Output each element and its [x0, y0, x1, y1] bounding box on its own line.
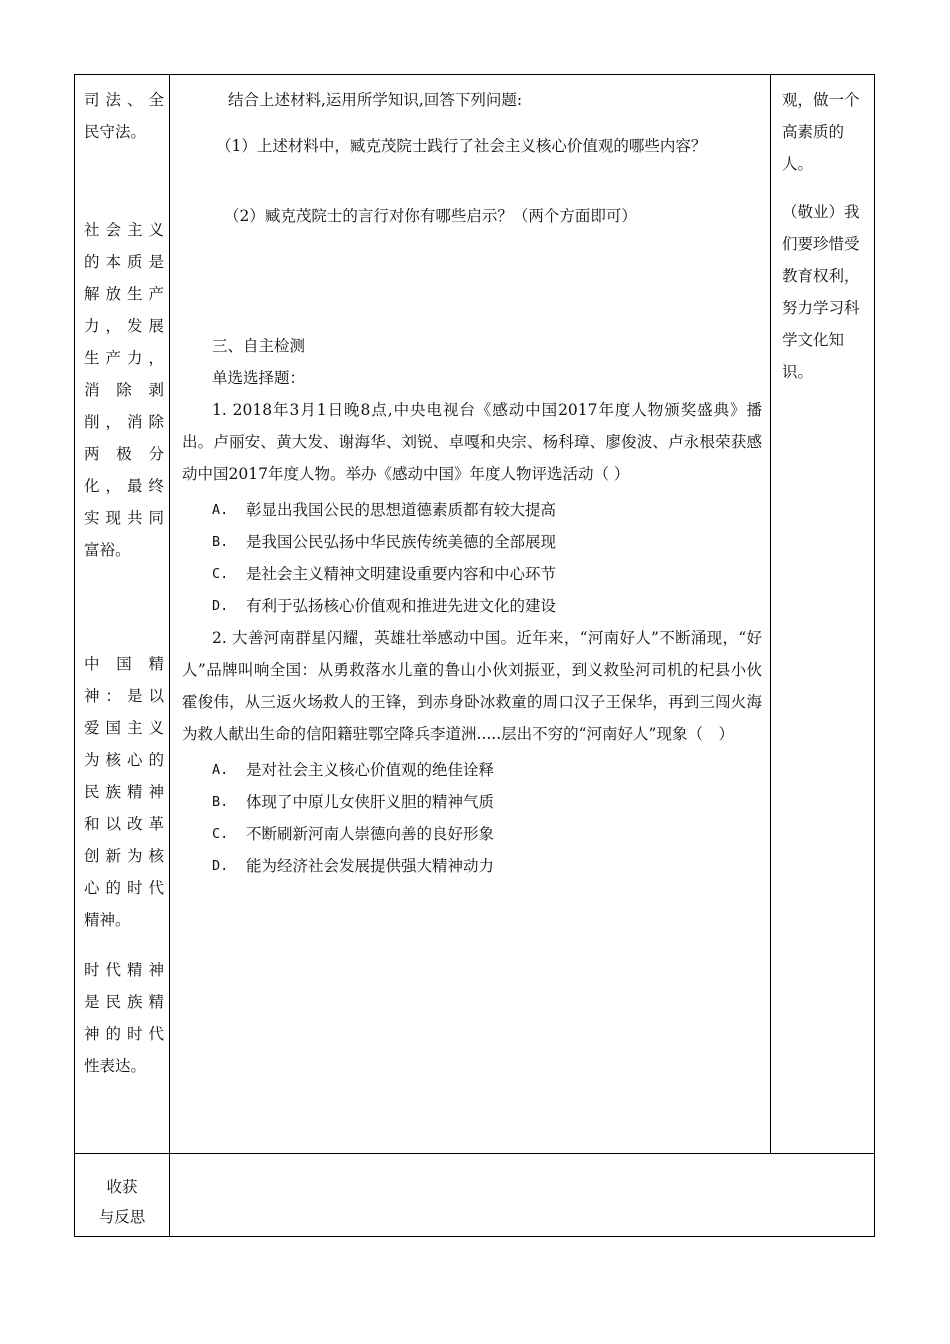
question-1: （1）上述材料中，臧克茂院士践行了社会主义核心价值观的哪些内容？ [216, 137, 707, 155]
right-note-line: 观，做一个 [782, 91, 860, 109]
mc2-option-c [182, 818, 762, 850]
right-note-2 [782, 196, 868, 388]
left-note-line: 两极分 [84, 445, 164, 463]
left-note-line: 削，消除 [84, 413, 164, 431]
table-border-right [874, 74, 875, 1237]
table-border-left [74, 74, 75, 1237]
left-note-line: 力，发展 [84, 317, 164, 335]
left-note-line: 化，最终 [84, 477, 164, 495]
right-note-line: 高素质的 [782, 123, 845, 141]
table-border-bottom [74, 1236, 875, 1237]
left-note-line: 民守法。 [84, 123, 147, 141]
left-note-line: 是民族精 [84, 993, 164, 1011]
left-note-2 [84, 214, 164, 566]
right-note-line: 教育权利， [782, 267, 860, 285]
reflection-label [75, 1172, 169, 1232]
mc1-option-b [182, 526, 762, 558]
left-note-line: 神的时代 [84, 1025, 164, 1043]
option-letter: D. [212, 858, 229, 874]
mc2-option-d [182, 850, 762, 882]
left-note-line: 时代精神 [84, 961, 164, 979]
mc1-option-a [182, 494, 762, 526]
section-subtitle: 单选选择题： [212, 369, 306, 387]
left-note-line: 富裕。 [84, 541, 131, 559]
left-note-line: 社会主义 [84, 221, 164, 239]
mc-question-1: 1. 2018年3月1日晚8点,中央电视台《感动中国2017年度人物颁奖盛典》播出。卢丽安、黄大发、谢海华、刘锐、卓嘎和央宗、杨科璋、廖俊波、卢永根荣获感动中国2017年度人物。举办《感动中国》年度人物评选活动（ ） [182, 401, 762, 483]
table-border-top [74, 74, 875, 75]
left-note-4 [84, 954, 164, 1082]
mc1-option-d [182, 590, 762, 622]
left-note-line: 消除剥 [84, 381, 164, 399]
left-note-line: 解放生产 [84, 285, 164, 303]
reflection-label-line-1: 收获 [106, 1178, 138, 1196]
option-text: 是社会主义精神文明建设重要内容和中心环节 [246, 565, 557, 583]
self-check-section [182, 330, 762, 882]
mc2-option-b [182, 786, 762, 818]
right-note-line: 们要珍惜受 [782, 235, 860, 253]
column-divider-right [770, 74, 771, 1154]
option-text: 不断刷新河南人崇德向善的良好形象 [246, 825, 495, 843]
left-note-line: 精神。 [84, 911, 131, 929]
option-text: 有利于弘扬核心价值观和推进先进文化的建设 [246, 597, 557, 615]
right-note-line: （敬业）我 [782, 203, 860, 221]
right-note-line: 努力学习科 [782, 299, 860, 317]
right-note-1 [782, 84, 868, 180]
left-note-3 [84, 648, 164, 936]
left-note-line: 的本质是 [84, 253, 164, 271]
reflection-answer-area[interactable] [170, 1154, 874, 1236]
left-note-1 [84, 84, 164, 148]
left-note-line: 司法、全 [84, 91, 164, 109]
option-letter: D. [212, 598, 229, 614]
option-text: 彰显出我国公民的思想道德素质都有较大提高 [246, 501, 557, 519]
option-letter: B. [212, 534, 229, 550]
mc2-option-a [182, 754, 762, 786]
left-note-line: 心的时代 [84, 879, 164, 897]
mc-question-2: 2. 大善河南群星闪耀，英雄壮举感动中国。近年来，“河南好人”不断涌现，“好人”品牌叫响全国：从勇救落水儿童的鲁山小伙刘振亚，到义救坠河司机的杞县小伙霍俊伟，从三返火场救人的王锋，到赤身卧冰救童的周口汉子王保华，再到三闯火海为救人献出生命的信阳籍驻鄂空降兵李道洲.....层出不穷的“河南好人”现象（ ） [182, 629, 762, 743]
section-title: 三、自主检测 [212, 337, 306, 355]
left-note-line: 民族精神 [84, 783, 164, 801]
question-2: （2）臧克茂院士的言行对你有哪些启示？（两个方面即可） [224, 207, 637, 225]
left-note-line: 生产力， [84, 349, 164, 367]
left-note-line: 为核心的 [84, 751, 164, 769]
left-note-line: 中国精 [84, 655, 164, 673]
question-intro: 结合上述材料,运用所学知识,回答下列问题: [228, 91, 523, 109]
option-letter: A. [212, 502, 229, 518]
left-note-line: 爱国主义 [84, 719, 164, 737]
option-text: 是对社会主义核心价值观的绝佳诠释 [246, 761, 495, 779]
column-divider-left [169, 74, 170, 1237]
main-content [182, 84, 762, 232]
left-note-line: 实现共同 [84, 509, 164, 527]
right-note-line: 人。 [782, 155, 814, 173]
left-note-line: 性表达。 [84, 1057, 147, 1075]
mc1-option-c [182, 558, 762, 590]
option-letter: C. [212, 826, 229, 842]
left-note-line: 和以改革 [84, 815, 164, 833]
option-letter: A. [212, 762, 229, 778]
option-text: 体现了中原儿女侠肝义胆的精神气质 [246, 793, 495, 811]
right-note-line: 识。 [782, 363, 814, 381]
left-note-line: 创新为核 [84, 847, 164, 865]
right-note-line: 学文化知 [782, 331, 845, 349]
option-letter: B. [212, 794, 229, 810]
option-letter: C. [212, 566, 229, 582]
option-text: 能为经济社会发展提供强大精神动力 [246, 857, 495, 875]
reflection-label-line-2: 与反思 [98, 1208, 146, 1226]
option-text: 是我国公民弘扬中华民族传统美德的全部展现 [246, 533, 557, 551]
left-note-line: 神：是以 [84, 687, 164, 705]
